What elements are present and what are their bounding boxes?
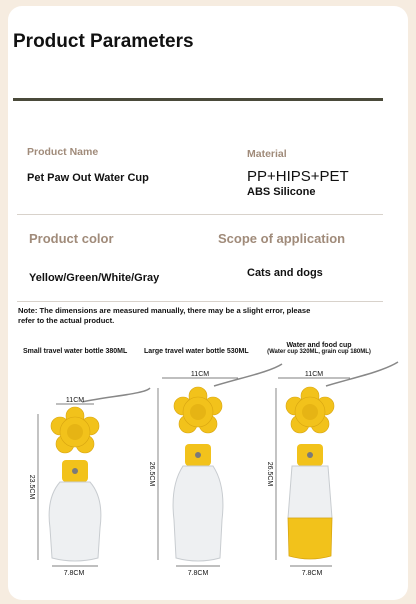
material-value-secondary: ABS Silicone: [247, 186, 316, 198]
product-color-value: Yellow/Green/White/Gray: [29, 272, 160, 284]
top-width-label: 11CM: [304, 371, 324, 378]
bottle-body: [288, 466, 332, 518]
paw-cap-center: [302, 404, 318, 420]
water-food-cup: [266, 362, 398, 577]
product-name-value: Pet Paw Out Water Cup: [27, 172, 149, 184]
material-value-primary: PP+HIPS+PET: [247, 168, 349, 185]
height-label: 26.5CM: [148, 461, 155, 487]
bottle-body: [49, 482, 101, 561]
note-divider: [17, 301, 383, 302]
top-width-label: 11CM: [65, 397, 85, 404]
scope-label: Scope of application: [218, 231, 346, 246]
top-width-label: 11CM: [190, 371, 210, 378]
params-divider: [17, 214, 383, 215]
measurement-note: Note: The dimensions are measured manually, there may be a slight error, please refer to the actual product.: [18, 306, 311, 325]
title-divider: [13, 98, 383, 101]
product-dimension-figure: [0, 360, 416, 590]
caption-small-bottle: Small travel water bottle 380ML: [23, 348, 128, 355]
food-cup: [288, 518, 332, 559]
height-label: 26.5CM: [266, 461, 273, 487]
bottle-body: [173, 466, 223, 561]
large-bottle: [148, 364, 282, 577]
page-title: Product Parameters: [13, 31, 194, 52]
product-color-label: Product color: [29, 231, 114, 246]
bottom-width-label: 7.8CM: [301, 570, 323, 577]
product-name-label: Product Name: [27, 146, 99, 158]
height-label: 23.5CM: [28, 474, 35, 500]
paw-cap-center: [190, 404, 206, 420]
lock-button-icon: [72, 468, 78, 474]
lock-button-icon: [307, 452, 313, 458]
lanyard-strap: [214, 364, 282, 386]
material-label: Material: [247, 148, 287, 160]
small-bottle: [28, 388, 150, 577]
caption-food-cup-sub: (Water cup 320ML, grain cup 180ML): [267, 349, 371, 355]
bottom-width-label: 7.8CM: [187, 570, 209, 577]
caption-food-cup-title: Water and food cup: [286, 342, 352, 349]
lanyard-strap: [326, 362, 398, 386]
bottom-width-label: 7.8CM: [63, 570, 85, 577]
lock-button-icon: [195, 452, 201, 458]
scope-value: Cats and dogs: [247, 267, 323, 279]
paw-cap-center: [67, 424, 83, 440]
lanyard-strap: [82, 388, 150, 402]
caption-food-cup: [264, 342, 374, 355]
caption-large-bottle: Large travel water bottle 530ML: [144, 348, 249, 355]
